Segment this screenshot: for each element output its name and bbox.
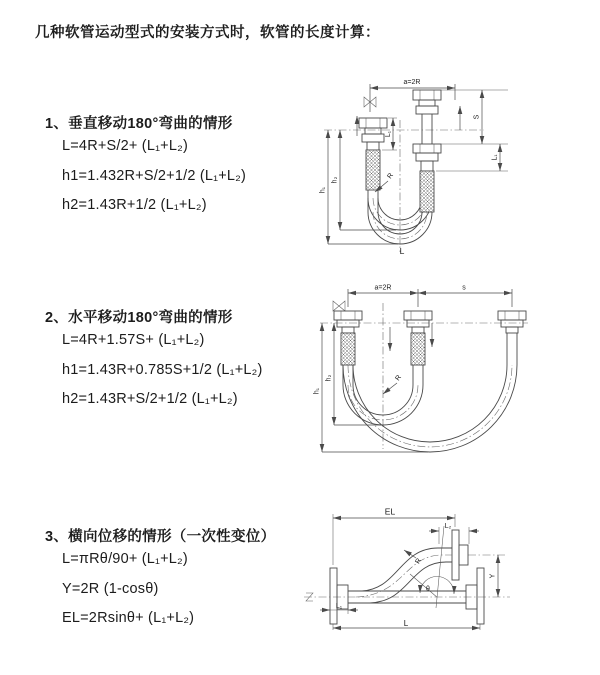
angle-construction	[410, 526, 454, 608]
radius-label: R	[414, 557, 423, 566]
formula-h1: h1=1.432R+S/2+1/2 (L₁+L₂)	[62, 167, 247, 184]
movement-arrows	[357, 106, 460, 136]
dim-label-y: Y	[489, 573, 497, 579]
hose-bend-displaced	[343, 365, 517, 452]
formula-el: EL=2Rsinθ+ (L₁+L₂)	[62, 610, 195, 626]
dim-label-h1: h₁	[313, 387, 321, 395]
left-flange	[330, 568, 348, 624]
section-horizontal-movement	[45, 306, 263, 421]
angle-label-theta: θ	[426, 586, 430, 593]
dim-label-l1: L₁	[335, 603, 343, 610]
dimension-el	[333, 507, 455, 566]
formula-l: L=4R+1.57S+ (L₁+L₂)	[62, 332, 205, 348]
dimension-y	[490, 555, 499, 597]
length-label-l: L	[403, 619, 409, 628]
centerlines	[320, 303, 528, 449]
valve-icon	[333, 301, 345, 311]
dim-label-l2: L₂	[444, 523, 452, 530]
dimension-l	[333, 619, 480, 630]
diagram-horizontal-180-bend	[312, 281, 592, 456]
hose-fitting-position-1	[404, 311, 432, 365]
dim-label-h2: h₂	[331, 176, 339, 184]
formula-h2: h2=1.43R+1/2 (L₁+L₂)	[62, 197, 207, 213]
dimension-a-2r	[348, 285, 512, 308]
formula-h1: h1=1.43R+0.785S+1/2 (L₁+L₂)	[62, 361, 263, 378]
left-hose-fitting	[359, 118, 387, 190]
dim-label-s: S	[473, 114, 481, 120]
hose-fitting-fixed	[334, 311, 362, 365]
radius-label: R	[394, 374, 404, 383]
dim-label-h1: h₁	[319, 186, 327, 194]
diagram-lateral-displacement	[298, 498, 598, 648]
dim-label-a2r: a=2R	[403, 79, 421, 86]
section-vertical-movement	[45, 112, 246, 227]
dim-label-el: EL	[384, 506, 396, 517]
dim-label-l1: L₁	[385, 130, 392, 138]
section-lateral-displacement	[45, 525, 275, 640]
dimension-l1-left	[382, 118, 397, 150]
dim-label-s: s	[462, 284, 466, 292]
right-flange-lower	[466, 568, 484, 624]
page-title: 几种软管运动型式的安装方式时，软管的长度计算：	[35, 25, 380, 41]
hose-s-curve	[356, 548, 452, 603]
radius-callout	[404, 550, 423, 565]
dimension-s	[418, 285, 512, 294]
right-flange-upper	[452, 530, 468, 580]
diagram-vertical-180-bend	[312, 72, 592, 257]
formula-l: L=πRθ/90+ (L₁+L₂)	[62, 551, 188, 567]
right-hose-fitting-upper	[413, 90, 441, 144]
right-hose-fitting-lower	[413, 144, 441, 212]
dim-label-l1: L₁	[491, 154, 499, 161]
dim-label-a2r: a=2R	[374, 284, 392, 292]
formula-y: Y=2R (1-cosθ)	[62, 580, 159, 597]
length-label-l: L	[399, 246, 405, 256]
radius-callout	[383, 374, 403, 394]
radius-label: R	[386, 172, 396, 181]
hose-fitting-position-2	[498, 311, 526, 365]
formula-l: L=4R+S/2+ (L₁+L₂)	[62, 138, 188, 154]
dimension-l2	[429, 523, 479, 544]
dimension-a-2r	[370, 79, 455, 112]
formula-h2: h2=1.43R+S/2+1/2 (L₁+L₂)	[62, 391, 238, 407]
dim-label-h2: h₂	[325, 374, 333, 382]
section-2-heading: 2、水平移动180°弯曲的情形	[45, 310, 233, 326]
dimension-l1	[320, 603, 358, 614]
dimension-l1-right	[492, 144, 501, 171]
section-3-heading: 3、横向位移的情形（一次性变位）	[45, 529, 276, 545]
centerlines	[324, 120, 484, 252]
section-1-heading: 1、垂直移动180°弯曲的情形	[45, 116, 233, 132]
